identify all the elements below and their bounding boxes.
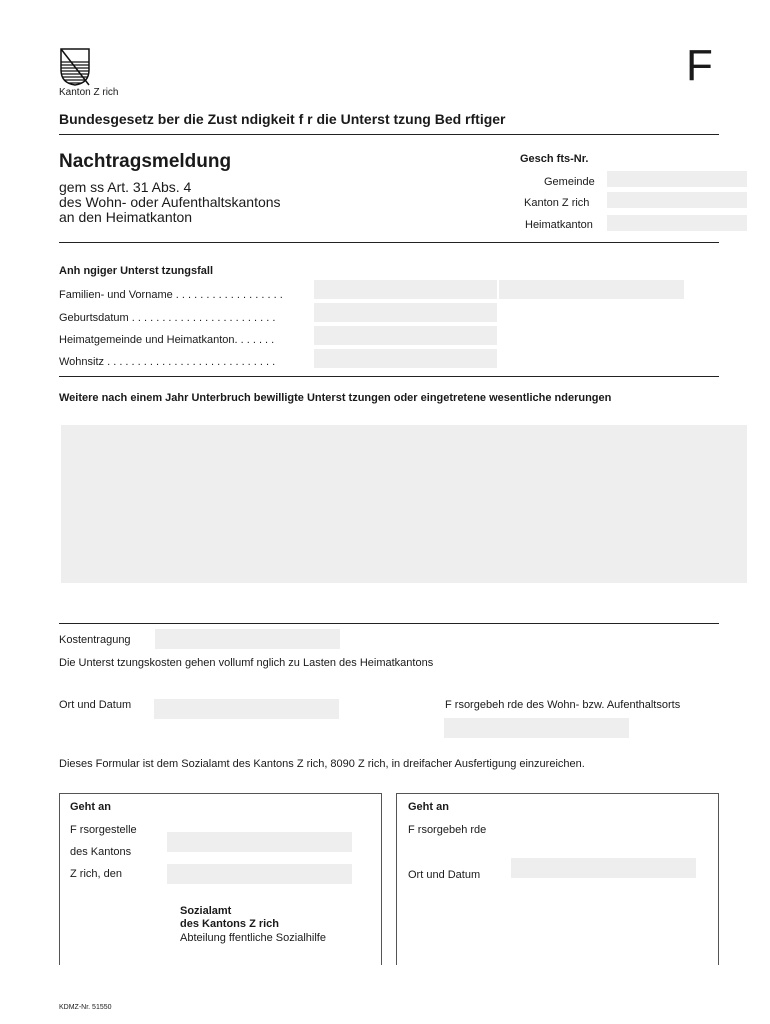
left-box-field-1[interactable] [167,832,352,852]
birthdate-field[interactable] [314,303,497,322]
case-heading: Anh ngiger Unterst tzungsfall [59,265,213,277]
first-name-field[interactable] [499,280,684,299]
divider [59,623,719,624]
form-number: KDMZ-Nr. 51550 [59,1004,112,1011]
place-date-label: Ort und Datum [59,699,132,711]
left-box-heading: Geht an [70,801,111,813]
kanton-zuerich-label: Kanton Z rich [524,197,590,209]
residence-field[interactable] [314,349,497,368]
divider [59,242,719,243]
gemeinde-field[interactable] [607,171,747,187]
right-box-place-date: Ort und Datum [408,869,481,881]
cost-field[interactable] [155,629,340,649]
address-line-3: Abteilung ffentliche Sozialhilfe [180,932,326,944]
geschaefts-nr-label: Gesch fts-Nr. [520,153,589,165]
divider [59,134,719,135]
authority-signature-field[interactable] [444,718,629,738]
form-letter: F [686,41,713,90]
origin-label: Heimatgemeinde und Heimatkanton. . . . . . . [59,334,275,346]
changes-heading: Weitere nach einem Jahr Unterbruch bewilligte Unterst tzungen oder eingetretene wesentliche nderungen [59,392,612,404]
address-line-2: des Kantons Z rich [180,918,280,930]
divider [59,376,719,377]
law-title: Bundesgesetz ber die Zust ndigkeit f r die Unterst tzung Bed rftiger [59,111,506,127]
subtitle-line-3: an den Heimatkanton [59,209,193,225]
cost-label: Kostentragung [59,634,131,646]
left-box-line-2: des Kantons [70,846,132,858]
place-date-field[interactable] [154,699,339,719]
changes-textarea[interactable] [61,425,747,583]
right-box-date-field[interactable] [511,858,696,878]
left-box-date-field[interactable] [167,864,352,884]
right-box-heading: Geht an [408,801,449,813]
cost-statement: Die Unterst tzungskosten gehen vollumf nglich zu Lasten des Heimatkantons [59,657,434,669]
residence-label: Wohnsitz . . . . . . . . . . . . . . . . . . . . . . . . . . . . [59,356,276,368]
right-box-line-1: F rsorgebeh rde [408,824,487,836]
subtitle-line-2: des Wohn- oder Aufenthaltskantons [59,194,281,210]
canton-coat-of-arms-icon [60,48,90,86]
heimatkanton-label: Heimatkanton [525,219,593,231]
canton-name: Kanton Z rich [59,87,119,98]
submission-instruction: Dieses Formular ist dem Sozialamt des Kantons Z rich, 8090 Z rich, in dreifacher Ausfertigung einzureichen. [59,758,585,770]
address-line-1: Sozialamt [180,905,232,917]
subtitle-line-1: gem ss Art. 31 Abs. 4 [59,179,192,195]
family-name-field[interactable] [314,280,497,299]
kanton-zuerich-field[interactable] [607,192,747,208]
origin-field[interactable] [314,326,497,345]
name-label: Familien- und Vorname . . . . . . . . . . . . . . . . . . [59,289,283,301]
gemeinde-label: Gemeinde [544,176,595,188]
left-box-line-1: F rsorgestelle [70,824,137,836]
heimatkanton-field[interactable] [607,215,747,231]
left-box-line-3: Z rich, den [70,868,122,880]
page-title: Nachtragsmeldung [59,151,232,172]
authority-label: F rsorgebeh rde des Wohn- bzw. Aufenthaltsorts [445,699,681,711]
birthdate-label: Geburtsdatum . . . . . . . . . . . . . . . . . . . . . . . . [59,312,276,324]
